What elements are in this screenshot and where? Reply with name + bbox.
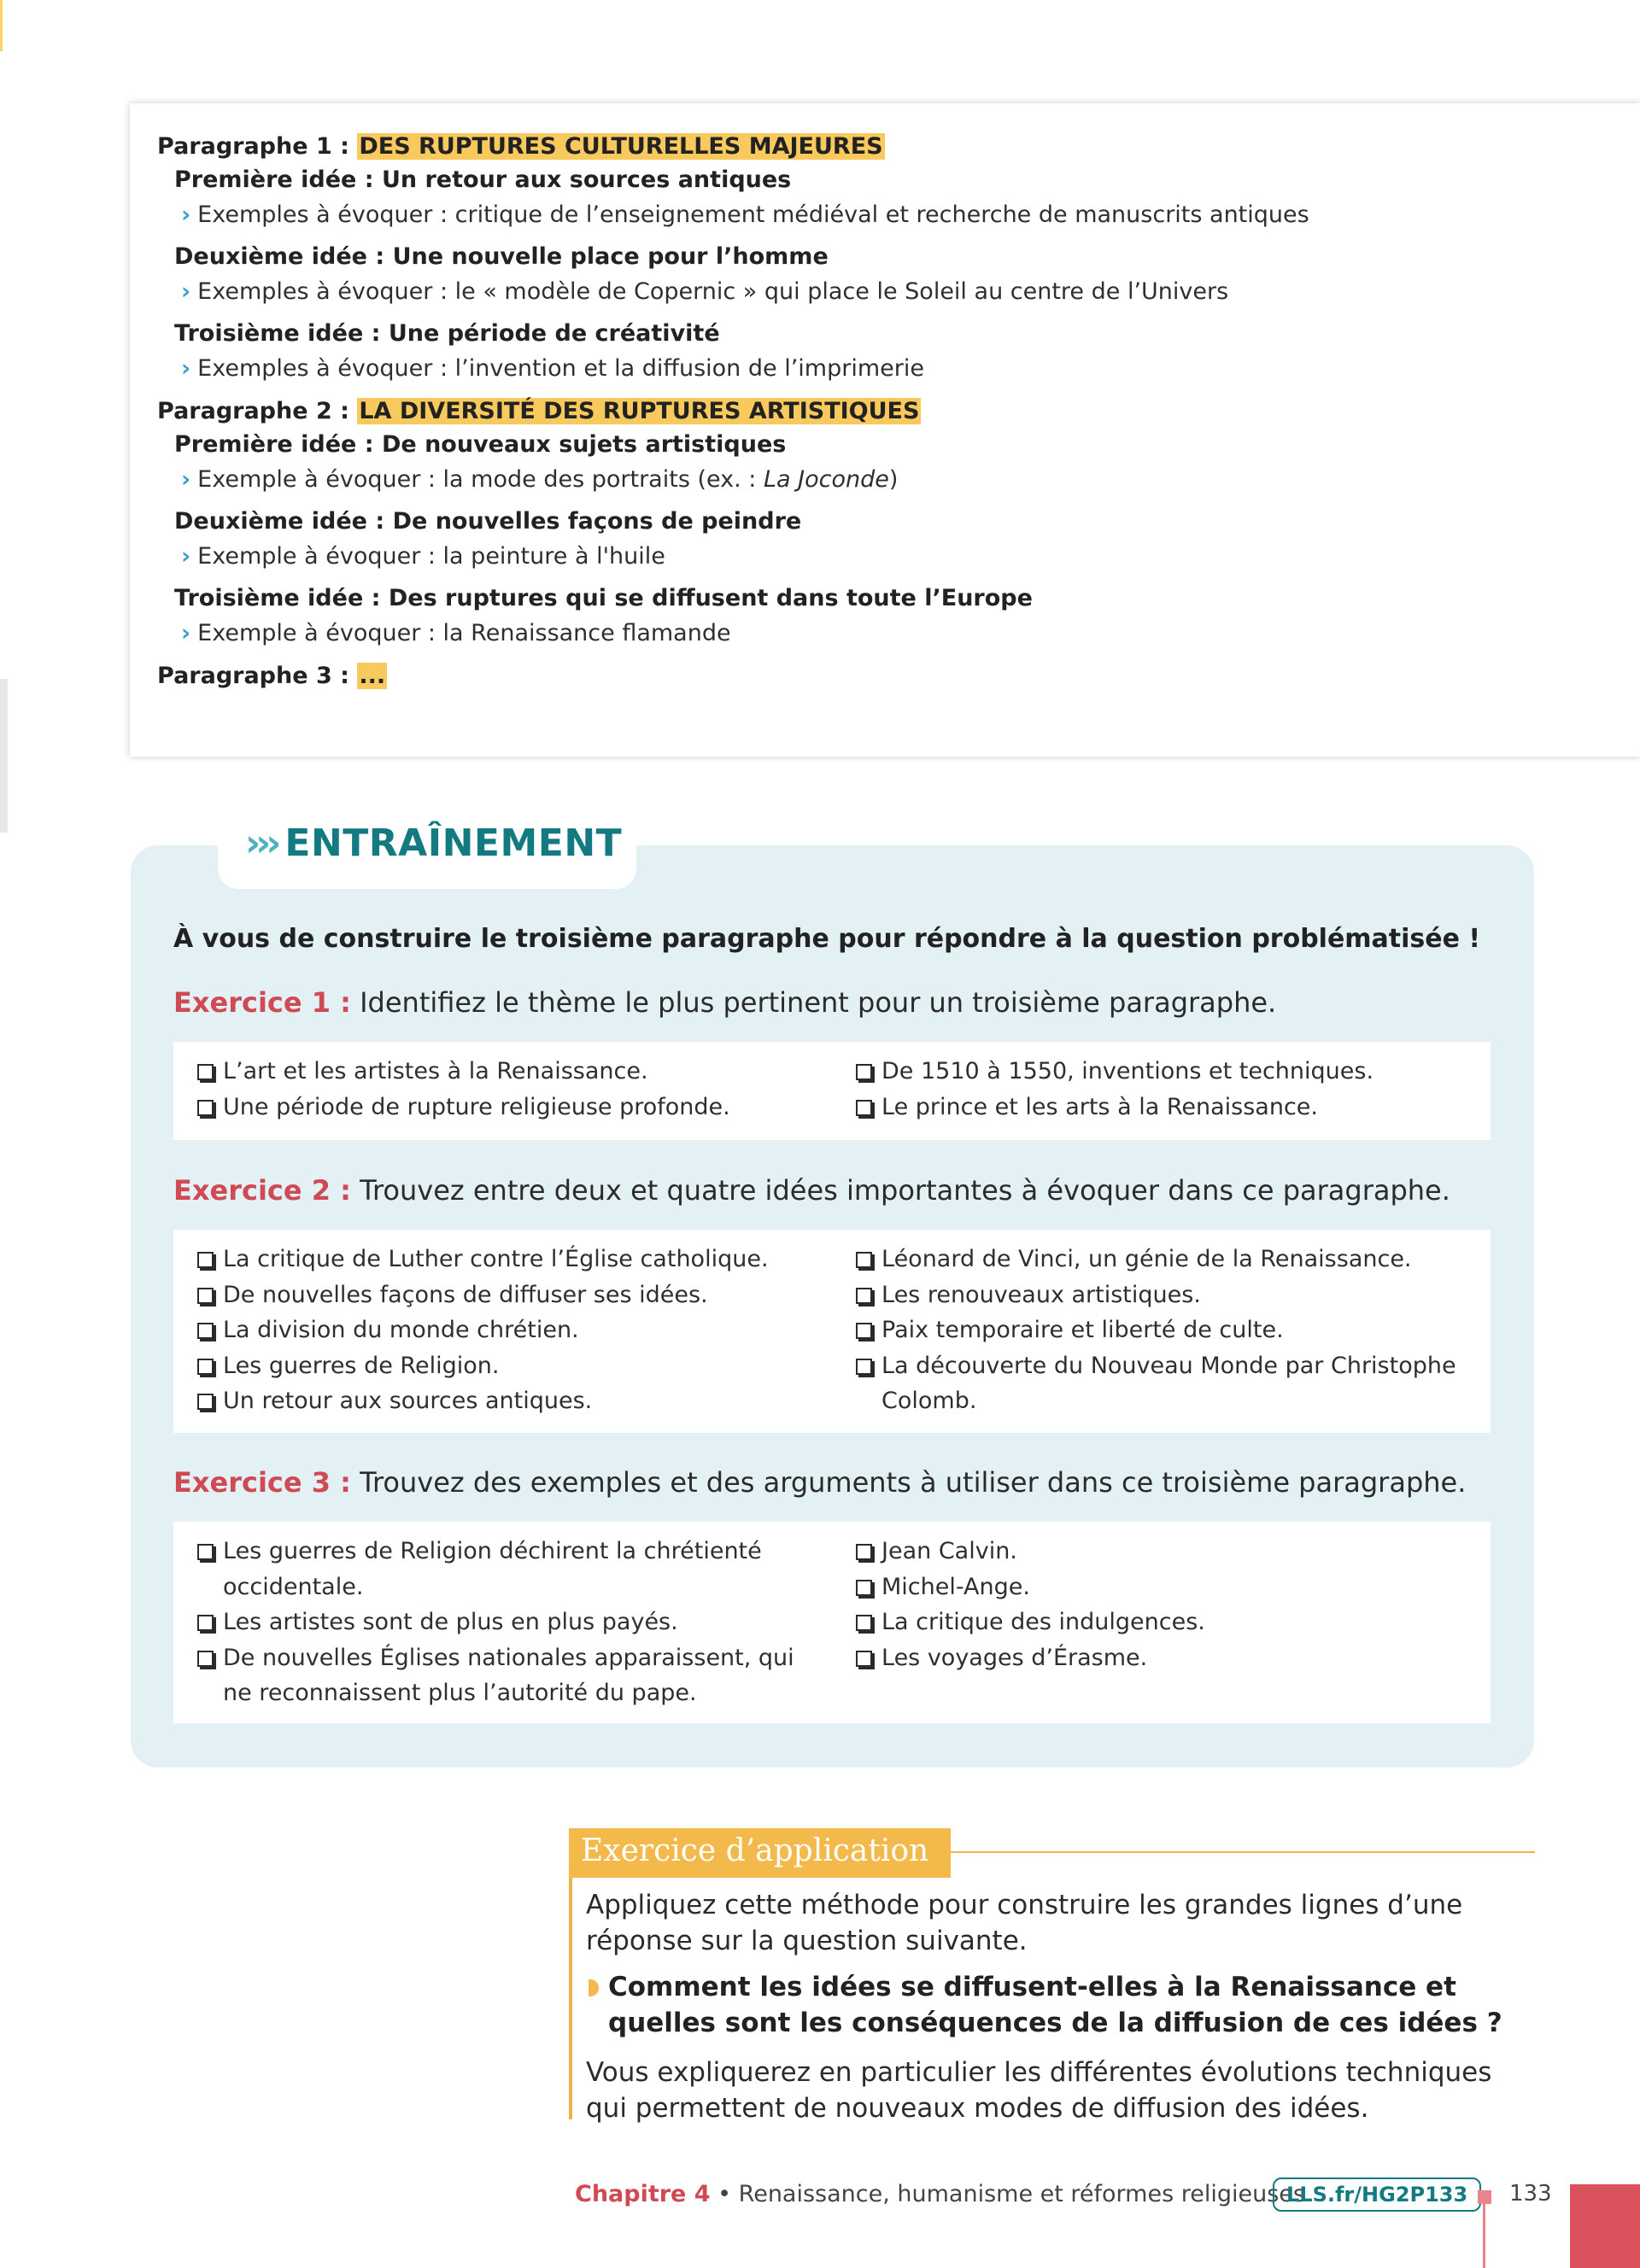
checkbox-icon [197, 1544, 214, 1560]
page-number: 133 [1509, 2181, 1552, 2207]
edge-mark-top [0, 0, 3, 51]
exercise-1-prompt [173, 986, 1276, 1019]
training-lead: À vous de construire le troisième paragraphe pour répondre à la question problématisée ! [173, 924, 1481, 954]
option-checkbox[interactable] [196, 1348, 828, 1384]
example-text: Exemples à évoquer : critique de l’enseignement médiéval et recherche de manuscrits antiques [197, 202, 1309, 228]
paragraph-title: LA DIVERSITÉ DES RUPTURES ARTISTIQUES [359, 398, 920, 424]
example [157, 616, 1609, 652]
example [157, 197, 1609, 233]
option-label: Les renouveaux artistiques. [882, 1281, 1201, 1308]
paragraph-label: Paragraphe 2 : [157, 398, 349, 424]
paragraph-label: Paragraphe 1 : [157, 133, 349, 160]
example-text: Exemple à évoquer : la peinture à l'huile [197, 543, 665, 570]
chevron-right-icon: › [181, 620, 191, 646]
chevron-right-icon: › [181, 202, 191, 228]
option-checkbox[interactable] [854, 1605, 1469, 1640]
paragraph-title: DES RUPTURES CULTURELLES MAJEURES [359, 133, 883, 160]
paragraph-1-heading [157, 131, 1609, 163]
idea: Première idée : De nouveaux sujets artistiques [174, 431, 787, 458]
resource-link[interactable]: LLS.fr/HG2P133 [1273, 2177, 1481, 2212]
options-left [196, 1242, 828, 1419]
artwork-title: La Joconde [763, 466, 889, 493]
paragraph-3-heading [157, 660, 1609, 693]
option-checkbox[interactable] [196, 1534, 828, 1605]
chevron-right-icon: › [181, 355, 191, 382]
checkbox-icon [197, 1252, 214, 1268]
page-marker-square [1478, 2190, 1491, 2204]
chapter-number: Chapitre 4 [575, 2181, 711, 2207]
options-left [196, 1534, 828, 1711]
exercise-label: Exercice 3 : [173, 1466, 351, 1499]
option-label: Paix temporaire et liberté de culte. [882, 1317, 1284, 1343]
checkbox-icon [856, 1100, 872, 1116]
checkbox-icon [856, 1064, 872, 1080]
checkbox-icon [197, 1064, 214, 1080]
options-right [854, 1242, 1469, 1419]
checkbox-icon [856, 1252, 872, 1268]
edge-mark [0, 679, 8, 833]
example-text: Exemples à évoquer : l’invention et la diffusion de l’imprimerie [197, 355, 924, 382]
option-checkbox[interactable] [196, 1312, 828, 1348]
option-checkbox[interactable] [854, 1054, 1469, 1090]
option-checkbox[interactable] [854, 1348, 1469, 1419]
option-checkbox[interactable] [196, 1383, 828, 1419]
example-text: Exemple à évoquer : la Renaissance flamande [197, 620, 731, 646]
option-label: Les guerres de Religion. [223, 1352, 500, 1379]
exercise-label: Exercice 2 : [173, 1174, 351, 1207]
option-label: Léonard de Vinci, un génie de la Renaissance. [882, 1246, 1412, 1272]
exercise-text: Trouvez entre deux et quatre idées importantes à évoquer dans ce paragraphe. [350, 1174, 1450, 1207]
exercise-3-options [173, 1522, 1491, 1723]
exercise-3-prompt [173, 1466, 1466, 1499]
checkbox-icon [197, 1323, 214, 1339]
option-checkbox[interactable] [854, 1277, 1469, 1313]
option-label: La critique de Luther contre l’Église catholique. [223, 1246, 769, 1272]
option-checkbox[interactable] [196, 1277, 828, 1313]
option-checkbox[interactable] [854, 1090, 1469, 1125]
chapter-separator: • [710, 2181, 739, 2207]
option-label: Les guerres de Religion déchirent la chrétienté occidentale. [223, 1538, 762, 1600]
example [157, 274, 1609, 310]
option-checkbox[interactable] [854, 1534, 1469, 1569]
options-right [854, 1054, 1469, 1125]
example-text: Exemples à évoquer : le « modèle de Copernic » qui place le Soleil au centre de l’Univers [197, 278, 1229, 305]
idea: Première idée : Un retour aux sources antiques [174, 167, 792, 193]
option-label: La critique des indulgences. [882, 1609, 1205, 1635]
plan-content [157, 131, 1609, 693]
checkbox-icon [856, 1651, 872, 1667]
option-label: Le prince et les arts à la Renaissance. [882, 1093, 1318, 1120]
option-label: Une période de rupture religieuse profonde. [223, 1093, 730, 1120]
training-title [245, 821, 622, 865]
chevron-right-icon: › [181, 543, 191, 570]
checkbox-icon [197, 1100, 214, 1116]
exercise-2-prompt [173, 1174, 1450, 1207]
option-checkbox[interactable] [196, 1605, 828, 1640]
example [157, 351, 1609, 387]
option-label: L’art et les artistes à la Renaissance. [223, 1058, 648, 1084]
example [157, 462, 1609, 498]
application-top-rule [951, 1851, 1535, 1853]
options-left [196, 1054, 828, 1125]
checkbox-icon [856, 1544, 872, 1560]
paragraph-2-heading [157, 395, 1609, 428]
option-checkbox[interactable] [196, 1054, 828, 1090]
option-label: Michel-Ange. [882, 1573, 1030, 1600]
exercise-1-options [173, 1042, 1491, 1140]
application-outro: Vous expliquerez en particulier les différentes évolutions techniques qui permettent de nouveaux modes de diffusion des idées. [586, 2057, 1492, 2124]
option-checkbox[interactable] [854, 1569, 1469, 1605]
paragraph-label: Paragraphe 3 : [157, 663, 349, 689]
option-label: De 1510 à 1550, inventions et techniques. [882, 1058, 1374, 1084]
options-right [854, 1534, 1469, 1675]
checkbox-icon [197, 1359, 214, 1375]
option-checkbox[interactable] [854, 1640, 1469, 1676]
option-label: Un retour aux sources antiques. [223, 1388, 593, 1414]
application-tag-label: Exercice d’application [581, 1833, 929, 1868]
checkbox-icon [197, 1288, 214, 1304]
chevron-right-icon: › [181, 278, 191, 305]
triple-chevron-icon: ››› [245, 821, 277, 865]
half-circle-bullet-icon [589, 1979, 599, 1996]
option-checkbox[interactable] [196, 1640, 828, 1711]
application-tag [569, 1828, 951, 1878]
checkbox-icon [197, 1615, 214, 1631]
option-label: Jean Calvin. [882, 1538, 1017, 1564]
page-marker-line [1483, 2204, 1485, 2268]
checkbox-icon [197, 1651, 214, 1667]
exercise-2-options [173, 1230, 1491, 1433]
checkbox-icon [856, 1580, 872, 1596]
option-label: De nouvelles Églises nationales apparaissent, qui ne reconnaissent plus l’autorité du pape. [223, 1644, 794, 1706]
example-text: Exemple à évoquer : la mode des portraits (ex. : [197, 466, 764, 493]
chapter-title: Renaissance, humanisme et réformes religieuses [738, 2181, 1305, 2207]
chapter-footer [575, 2181, 1305, 2207]
checkbox-icon [856, 1323, 872, 1339]
idea: Troisième idée : Une période de créativité [174, 320, 720, 347]
option-label: La division du monde chrétien. [223, 1317, 579, 1343]
checkbox-icon [856, 1615, 872, 1631]
exercise-text: Trouvez des exemples et des arguments à utiliser dans ce troisième paragraphe. [350, 1466, 1467, 1499]
idea: Deuxième idée : Une nouvelle place pour l’homme [174, 243, 829, 270]
option-checkbox[interactable] [196, 1090, 828, 1125]
example-text-end: ) [888, 466, 899, 493]
option-checkbox[interactable] [854, 1312, 1469, 1348]
option-checkbox[interactable] [854, 1242, 1469, 1277]
idea: Troisième idée : Des ruptures qui se diffusent dans toute l’Europe [174, 585, 1033, 611]
checkbox-icon [197, 1394, 214, 1410]
application-question: Comment les idées se diffusent-elles à la Renaissance et quelles sont les conséquences de la diffusion de ces idées ? [608, 1972, 1502, 2038]
chapter-corner-tab [1570, 2184, 1640, 2268]
training-heading: ENTRAÎNEMENT [284, 821, 623, 865]
option-label: Les artistes sont de plus en plus payés. [223, 1609, 678, 1635]
idea: Deuxième idée : De nouvelles façons de peindre [174, 508, 802, 535]
option-label: La découverte du Nouveau Monde par Christophe Colomb. [882, 1352, 1456, 1414]
checkbox-icon [856, 1359, 872, 1375]
exercise-text: Identifiez le thème le plus pertinent pour un troisième paragraphe. [350, 986, 1277, 1019]
option-label: De nouvelles façons de diffuser ses idées. [223, 1281, 708, 1308]
example [157, 539, 1609, 575]
application-intro: Appliquez cette méthode pour construire les grandes lignes d’une réponse sur la question suivante. [586, 1890, 1463, 1956]
plan-box [130, 103, 1640, 757]
paragraph-title: ... [359, 663, 386, 689]
chevron-right-icon: › [181, 466, 191, 493]
exercise-label: Exercice 1 : [173, 986, 351, 1019]
checkbox-icon [856, 1288, 872, 1304]
option-checkbox[interactable] [196, 1242, 828, 1277]
option-label: Les voyages d’Érasme. [882, 1644, 1148, 1671]
